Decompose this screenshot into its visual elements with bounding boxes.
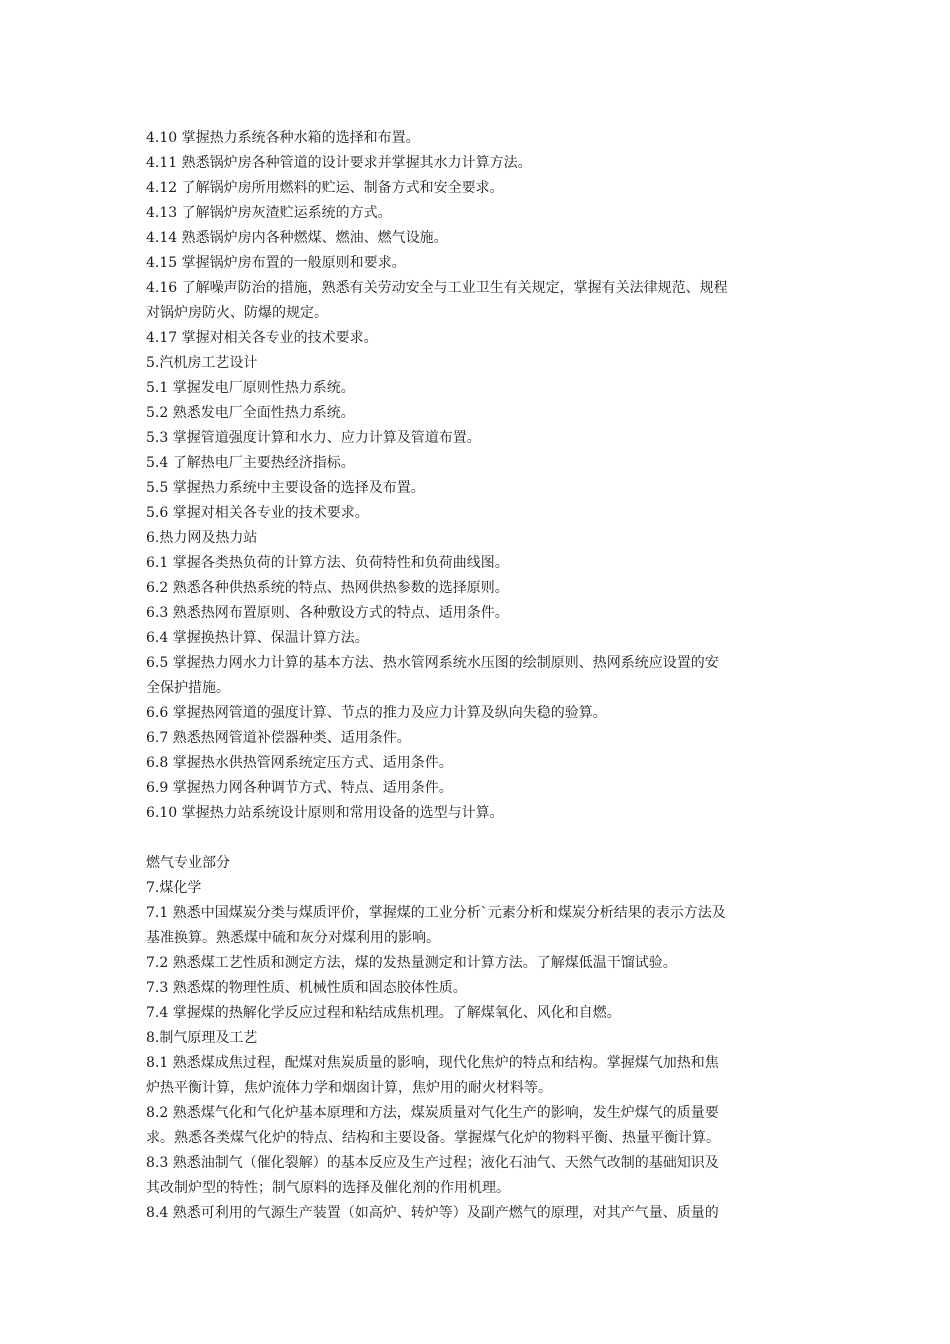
section-heading: 6.热力网及热力站 [146,530,258,546]
text-line: 4.13 了解锅炉房灰渣贮运系统的方式。 [146,205,392,221]
text-line: 8.4 熟悉可利用的气源生产装置（如高炉、转炉等）及副产燃气的原理，对其产气量、质量的 [146,1205,719,1221]
text-line: 4.11 熟悉锅炉房各种管道的设计要求并掌握其水力计算方法。 [146,155,532,171]
text-line: 对锅炉房防火、防爆的规定。 [146,305,328,321]
part-heading: 燃气专业部分 [146,855,230,871]
text-line: 6.4 掌握换热计算、保温计算方法。 [146,630,369,646]
text-line: 其改制炉型的特性；制气原料的选择及催化剂的作用机理。 [146,1180,510,1196]
text-line: 7.3 熟悉煤的物理性质、机械性质和固态胶体性质。 [146,980,467,996]
text-line: 4.16 了解噪声防治的措施，熟悉有关劳动安全与工业卫生有关规定，掌握有关法律规范、规程 [146,280,728,296]
text-line: 4.12 了解锅炉房所用燃料的贮运、制备方式和安全要求。 [146,180,504,196]
text-line: 6.6 掌握热网管道的强度计算、节点的推力及应力计算及纵向失稳的验算。 [146,705,607,721]
text-line: 全保护措施。 [146,680,230,696]
text-line: 7.2 熟悉煤工艺性质和测定方法，煤的发热量测定和计算方法。了解煤低温干馏试验。 [146,955,677,971]
text-line: 4.10 掌握热力系统各种水箱的选择和布置。 [146,130,420,146]
text-line: 5.3 掌握管道强度计算和水力、应力计算及管道布置。 [146,430,481,446]
document-body [146,126,814,1226]
blank-line [146,826,814,851]
text-line: 4.17 掌握对相关各专业的技术要求。 [146,330,378,346]
text-line: 4.15 掌握锅炉房布置的一般原则和要求。 [146,255,406,271]
text-line: 5.4 了解热电厂主要热经济指标。 [146,455,355,471]
text-line: 6.10 掌握热力站系统设计原则和常用设备的选型与计算。 [146,805,504,821]
text-line: 5.6 掌握对相关各专业的技术要求。 [146,505,369,521]
text-line: 6.9 掌握热力网各种调节方式、特点、适用条件。 [146,780,453,796]
text-line: 8.1 熟悉煤成焦过程，配煤对焦炭质量的影响，现代化焦炉的特点和结构。掌握煤气加热和焦 [146,1055,719,1071]
text-line: 5.2 熟悉发电厂全面性热力系统。 [146,405,355,421]
text-line: 8.3 熟悉油制气（催化裂解）的基本反应及生产过程；液化石油气、天然气改制的基础知识及 [146,1155,719,1171]
section-heading: 5.汽机房工艺设计 [146,355,258,371]
text-line: 4.14 熟悉锅炉房内各种燃煤、燃油、燃气设施。 [146,230,448,246]
text-line: 炉热平衡计算，焦炉流体力学和烟囱计算，焦炉用的耐火材料等。 [146,1080,552,1096]
text-line: 5.1 掌握发电厂原则性热力系统。 [146,380,355,396]
text-line: 6.8 掌握热水供热管网系统定压方式、适用条件。 [146,755,453,771]
text-line: 6.7 熟悉热网管道补偿器种类、适用条件。 [146,730,411,746]
text-line: 6.3 熟悉热网布置原则、各种敷设方式的特点、适用条件。 [146,605,509,621]
text-line: 求。熟悉各类煤气化炉的特点、结构和主要设备。掌握煤气化炉的物料平衡、热量平衡计算。 [146,1130,720,1146]
text-line: 6.5 掌握热力网水力计算的基本方法、热水管网系统水压图的绘制原则、热网系统应设置的安 [146,655,719,671]
section-heading: 7.煤化学 [146,880,202,896]
text-line: 8.2 熟悉煤气化和气化炉基本原理和方法，煤炭质量对气化生产的影响，发生炉煤气的质量要 [146,1105,719,1121]
text-line: 基准换算。熟悉煤中硫和灰分对煤利用的影响。 [146,930,440,946]
text-line: 7.4 掌握煤的热解化学反应过程和粘结成焦机理。了解煤氧化、风化和自燃。 [146,1005,621,1021]
section-heading: 8.制气原理及工艺 [146,1030,258,1046]
text-line: 5.5 掌握热力系统中主要设备的选择及布置。 [146,480,425,496]
text-line: 6.2 熟悉各种供热系统的特点、热网供热参数的选择原则。 [146,580,509,596]
text-line: 6.1 掌握各类热负荷的计算方法、负荷特性和负荷曲线图。 [146,555,509,571]
text-line: 7.1 熟悉中国煤炭分类与煤质评价，掌握煤的工业分析`元素分析和煤炭分析结果的表示方法及 [146,905,726,921]
